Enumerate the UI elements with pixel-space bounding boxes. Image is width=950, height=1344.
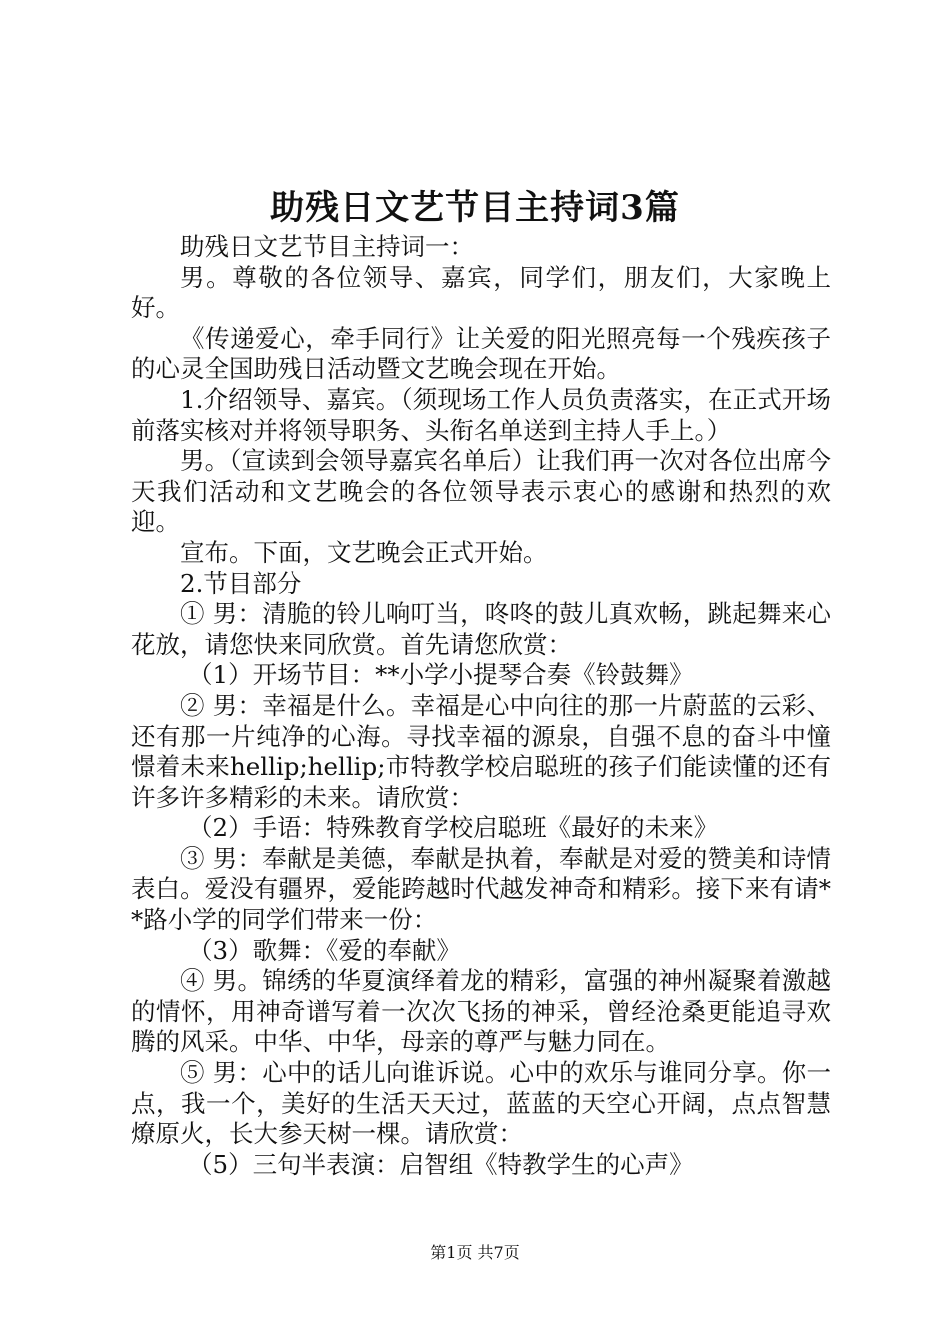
paragraph: 男。（宣读到会领导嘉宾名单后）让我们再一次对各位出席今天我们活动和文艺晚会的各位领导表示衷心的感谢和热烈的欢迎。 [131,446,831,537]
paragraph: 男。尊敬的各位领导、嘉宾，同学们，朋友们，大家晚上好。 [131,262,831,323]
paragraph: ④ 男。锦绣的华夏演绎着龙的精彩，富强的神州凝聚着激越的情怀，用神奇谱写着一次次飞扬的神采，曾经沧桑更能追寻欢腾的风采。中华、中华，母亲的尊严与魅力同在。 [131,966,831,1057]
paragraph: 助残日文艺节目主持词一： [180,232,474,261]
program-item: （5）三句半表演：启智组《特教学生的心声》 [188,1149,694,1179]
paragraph: ② 男：幸福是什么。幸福是心中向往的那一片蔚蓝的云彩、还有那一片纯净的心海。寻找幸福的源泉，自强不息的奋斗中憧憬着未来hellip;hellip;市特教学校启聪班的孩子们能读懂的还有许多许多精彩的未来。请欣赏： [131,690,831,812]
page-title: 助残日文艺节目主持词3篇 [270,188,680,228]
program-item: （2）手语：特殊教育学校启聪班《最好的未来》 [188,813,719,843]
program-item: （1）开场节目：**小学小提琴合奏《铃鼓舞》 [188,660,694,690]
paragraph: 1.介绍领导、嘉宾。（须现场工作人员负责落实，在正式开场前落实核对并将领导职务、头衔名单送到主持人手上。） [131,384,831,445]
program-item: （3）歌舞：《爱的奉献》 [188,935,461,965]
paragraph: ① 男：清脆的铃儿响叮当，咚咚的鼓儿真欢畅，跳起舞来心花放，请您快来同欣赏。首先请您欣赏： [131,599,831,659]
paragraph: 2.节目部分 [180,568,302,598]
paragraph: ⑤ 男：心中的话儿向谁诉说。心中的欢乐与谁同分享。你一点，我一个，美好的生活天天过，蓝蓝的天空心开阔，点点智慧燎原火，长大参天树一棵。请欣赏： [131,1058,831,1149]
paragraph: 宣布。下面，文艺晚会正式开始。 [180,537,548,567]
paragraph: ③ 男：奉献是美德，奉献是执着，奉献是对爱的赞美和诗情表白。爱没有疆界，爱能跨越时代越发神奇和精彩。接下来有请**路小学的同学们带来一份： [131,843,831,935]
page-footer: 第1页 共7页 [430,1243,520,1262]
document-body [131,232,831,1180]
paragraph: 《传递爱心，牵手同行》让关爱的阳光照亮每一个残疾孩子的心灵全国助残日活动暨文艺晚会现在开始。 [131,323,831,384]
